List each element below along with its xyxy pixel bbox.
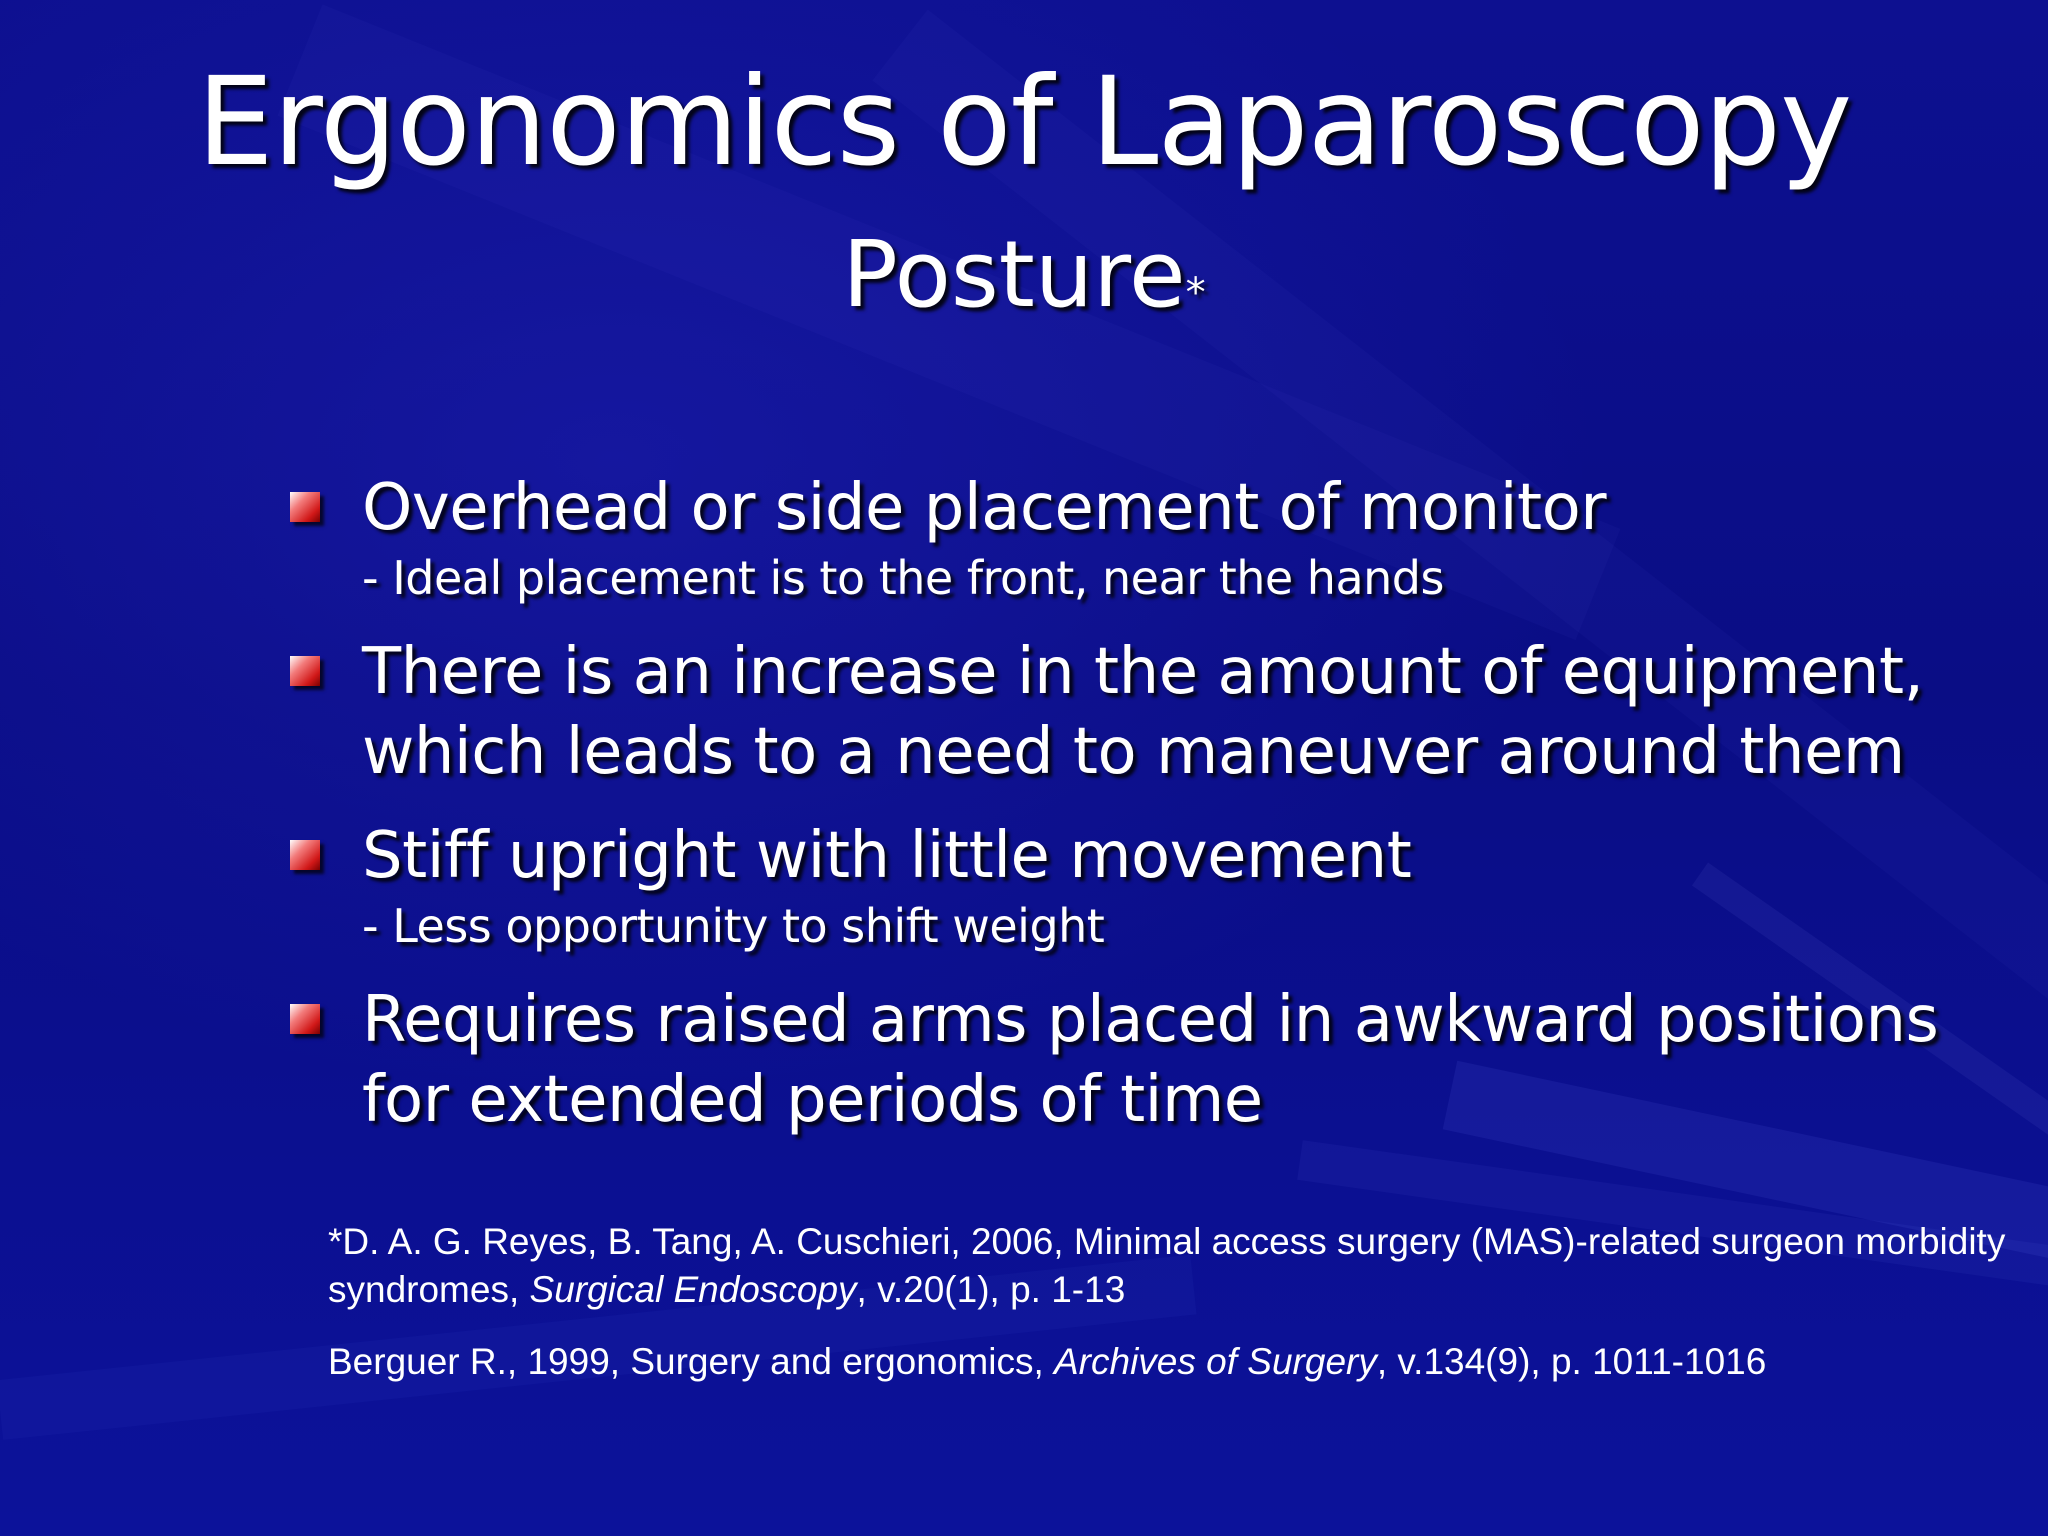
reference-text: Berguer R., 1999, Surgery and ergonomics, bbox=[328, 1341, 1054, 1382]
reference-details: , v.20(1), p. 1-13 bbox=[856, 1269, 1126, 1310]
footnote-mark: * bbox=[1185, 270, 1206, 316]
bullet-text: Stiff upright with little movement bbox=[362, 819, 1412, 893]
bullet-item bbox=[290, 816, 2010, 956]
reference-text: *D. A. G. Reyes, B. Tang, A. Cuschieri, 2006, Minimal access surgery (MAS)-related surgeon morbidity syndromes, bbox=[328, 1221, 2006, 1310]
bullet-subtext: - Ideal placement is to the front, near the hands bbox=[362, 551, 1444, 605]
references bbox=[328, 1218, 2008, 1410]
bullet-square-icon bbox=[290, 656, 320, 686]
bullet-square-icon bbox=[290, 840, 320, 870]
slide-subtitle bbox=[0, 220, 2048, 348]
reference-item bbox=[328, 1218, 2008, 1314]
reference-journal: Archives of Surgery bbox=[1054, 1341, 1377, 1382]
reference-journal: Surgical Endoscopy bbox=[529, 1269, 857, 1310]
slide-title: Ergonomics of Laparoscopy bbox=[196, 51, 1852, 193]
bullet-item bbox=[290, 468, 2010, 608]
bullet-subtext: - Less opportunity to shift weight bbox=[362, 899, 1105, 953]
reference-item bbox=[328, 1338, 2008, 1386]
bullet-item bbox=[290, 980, 2010, 1140]
bullet-text: Requires raised arms placed in awkward positions for extended periods of time bbox=[362, 983, 1939, 1137]
bullet-text: There is an increase in the amount of equipment, which leads to a need to maneuver around them bbox=[362, 635, 1924, 789]
bullet-item bbox=[290, 632, 2010, 792]
bullet-text: Overhead or side placement of monitor bbox=[362, 471, 1607, 545]
bullet-list bbox=[290, 468, 2010, 1164]
subtitle-text: Posture bbox=[842, 221, 1186, 328]
bullet-square-icon bbox=[290, 492, 320, 522]
reference-details: , v.134(9), p. 1011-1016 bbox=[1376, 1341, 1767, 1382]
bullet-square-icon bbox=[290, 1004, 320, 1034]
